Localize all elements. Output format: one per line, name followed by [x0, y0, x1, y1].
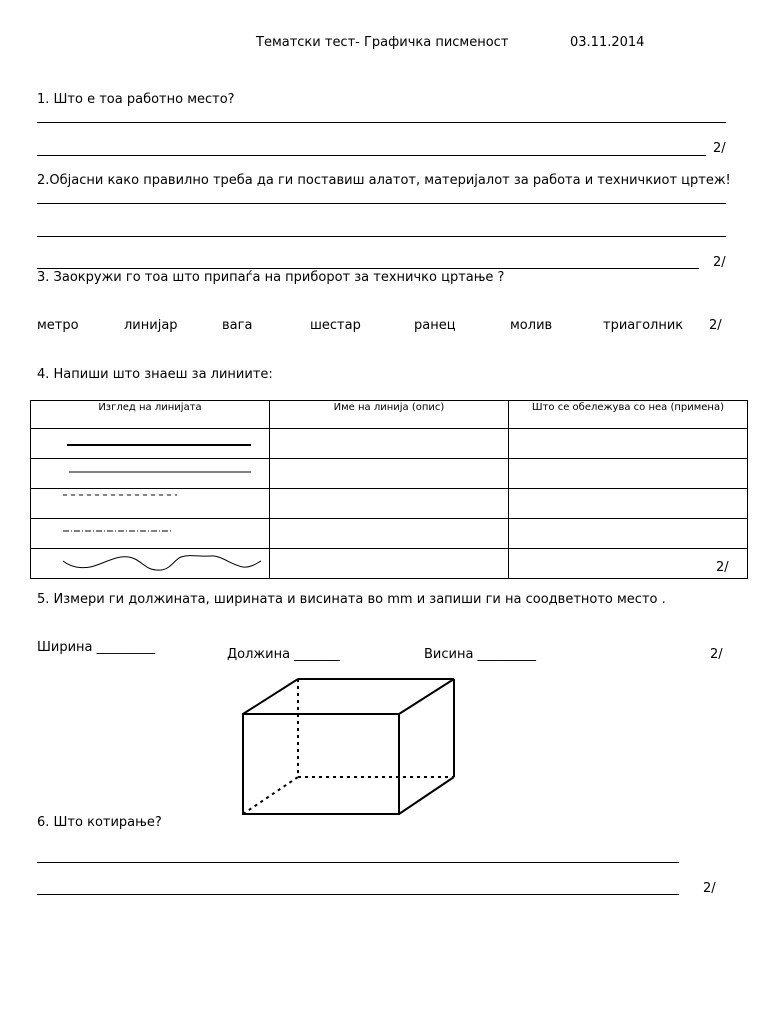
length-label[interactable]: Должина _______ — [227, 647, 340, 662]
answer-cell[interactable] — [270, 459, 509, 489]
answer-line[interactable] — [37, 155, 706, 156]
option-metro[interactable]: метро — [37, 318, 79, 333]
question-2-text: 2.Објасни како правилно треба да ги поставиш алатот, материјалот за работа и техничкиот цртеж! — [37, 173, 731, 188]
thick-continuous-line-sample — [31, 429, 269, 454]
option-triangle[interactable]: триаголник — [603, 318, 684, 333]
answer-cell[interactable] — [270, 429, 509, 459]
answer-cell[interactable] — [270, 489, 509, 519]
line-sample-cell — [31, 519, 270, 549]
box-drawing — [236, 672, 466, 822]
question-4-score: 2/ — [716, 560, 729, 575]
table-header-row — [31, 401, 748, 429]
answer-line[interactable] — [37, 236, 726, 237]
answer-cell[interactable] — [270, 519, 509, 549]
line-sample-cell — [31, 459, 270, 489]
question-6-text: 6. Што котирање? — [37, 815, 162, 830]
question-1-text: 1. Што е тоа работно место? — [37, 92, 235, 107]
test-date: 03.11.2014 — [570, 35, 645, 50]
answer-line[interactable] — [37, 203, 726, 204]
option-backpack[interactable]: ранец — [414, 318, 456, 333]
freehand-line-sample — [31, 549, 269, 574]
lines-table — [30, 400, 748, 579]
question-1-score: 2/ — [713, 141, 726, 156]
answer-line[interactable] — [37, 894, 679, 895]
column-header: Што се обележува со неа (примена) — [508, 401, 747, 429]
answer-cell[interactable] — [508, 489, 747, 519]
column-header: Име на линија (опис) — [270, 401, 509, 429]
answer-line[interactable] — [37, 122, 726, 123]
line-sample-cell — [31, 549, 270, 579]
answer-cell[interactable] — [508, 429, 747, 459]
line-sample-cell — [31, 489, 270, 519]
option-compass[interactable]: шестар — [310, 318, 361, 333]
question-5-score: 2/ — [710, 647, 723, 662]
table-row — [31, 489, 748, 519]
answer-line[interactable] — [37, 862, 679, 863]
question-3-score: 2/ — [709, 318, 722, 333]
table-row — [31, 549, 748, 579]
dashed-line-sample — [31, 489, 269, 514]
question-6-score: 2/ — [703, 881, 716, 896]
width-label[interactable]: Ширина _________ — [37, 640, 156, 655]
table-row — [31, 519, 748, 549]
question-2-score: 2/ — [713, 255, 726, 270]
option-scale[interactable]: вага — [222, 318, 253, 333]
dash-dot-line-sample — [31, 519, 269, 544]
thin-continuous-line-sample — [31, 459, 269, 484]
table-row — [31, 429, 748, 459]
answer-cell[interactable] — [508, 549, 747, 579]
answer-cell[interactable] — [508, 519, 747, 549]
option-ruler[interactable]: линијар — [124, 318, 178, 333]
column-header: Изглед на линијата — [31, 401, 270, 429]
question-4-text: 4. Напиши што знаеш за линиите: — [37, 367, 273, 382]
option-pencil[interactable]: молив — [510, 318, 553, 333]
question-3-text: 3. Заокружи го тоа што припаѓа на приборот за техничко цртање ? — [37, 270, 505, 285]
question-5-text: 5. Измери ги должината, ширината и висината во mm и запиши ги на соодветното место . — [37, 592, 666, 607]
test-title: Тематски тест- Графичка писменост — [256, 35, 509, 50]
answer-line[interactable] — [37, 268, 699, 269]
answer-cell[interactable] — [270, 549, 509, 579]
height-label[interactable]: Висина _________ — [424, 647, 537, 662]
table-row — [31, 459, 748, 489]
line-sample-cell — [31, 429, 270, 459]
answer-cell[interactable] — [508, 459, 747, 489]
